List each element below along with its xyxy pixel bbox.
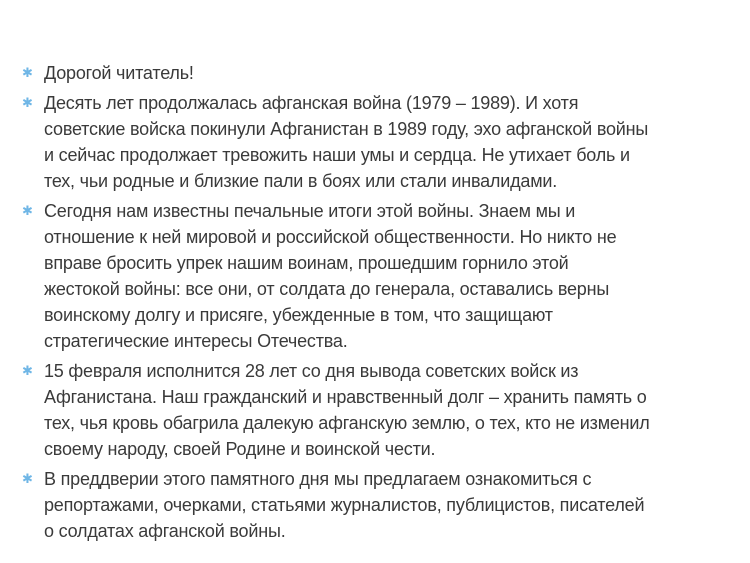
- bullet-icon: ✱: [22, 203, 33, 218]
- bullet-item-anniversary: [22, 358, 727, 462]
- bullet-item-results: [22, 198, 727, 354]
- bullet-icon: ✱: [22, 363, 33, 378]
- bullet-icon: ✱: [22, 471, 33, 486]
- bullet-text-war-duration: Десять лет продолжалась афганская война (1979 – 1989). И хотя советские войска покинули Афганистан в 1989 году, эхо афганской войны и сейчас продолжает тревожить наши умы и сердца. Не утихает боль и тех, чьи родные и близкие пали в боях или стали инвалидами.: [44, 93, 649, 191]
- bullet-icon: ✱: [22, 95, 33, 110]
- bullet-text-greeting: Дорогой читатель!: [44, 63, 194, 83]
- bullet-text-invitation: В преддверии этого памятного дня мы предлагаем ознакомиться с репортажами, очерками, статьями журналистов, публицистов, писателей о солдатах афганской войны.: [44, 469, 645, 541]
- bullet-text-results: Сегодня нам известны печальные итоги этой войны. Знаем мы и отношение к ней мировой и российской общественности. Но никто не вправе бросить упрек нашим воинам, прошедшим горнило этой жестокой войны: все они, от солдата до генерала, оставались верны воинскому долгу и присяге, убежденные в том, что защищают стратегические интересы Отечества.: [44, 201, 617, 351]
- bullet-list: [22, 60, 727, 548]
- bullet-icon: ✱: [22, 65, 33, 80]
- bullet-item-greeting: [22, 60, 727, 86]
- bullet-item-invitation: [22, 466, 727, 544]
- bullet-item-war-duration: [22, 90, 727, 194]
- bullet-text-anniversary: 15 февраля исполнится 28 лет со дня вывода советских войск из Афганистана. Наш гражданский и нравственный долг – хранить память о тех, чья кровь обагрила далекую афганскую землю, о тех, кто не изменил своему народу, своей Родине и воинской чести.: [44, 361, 650, 459]
